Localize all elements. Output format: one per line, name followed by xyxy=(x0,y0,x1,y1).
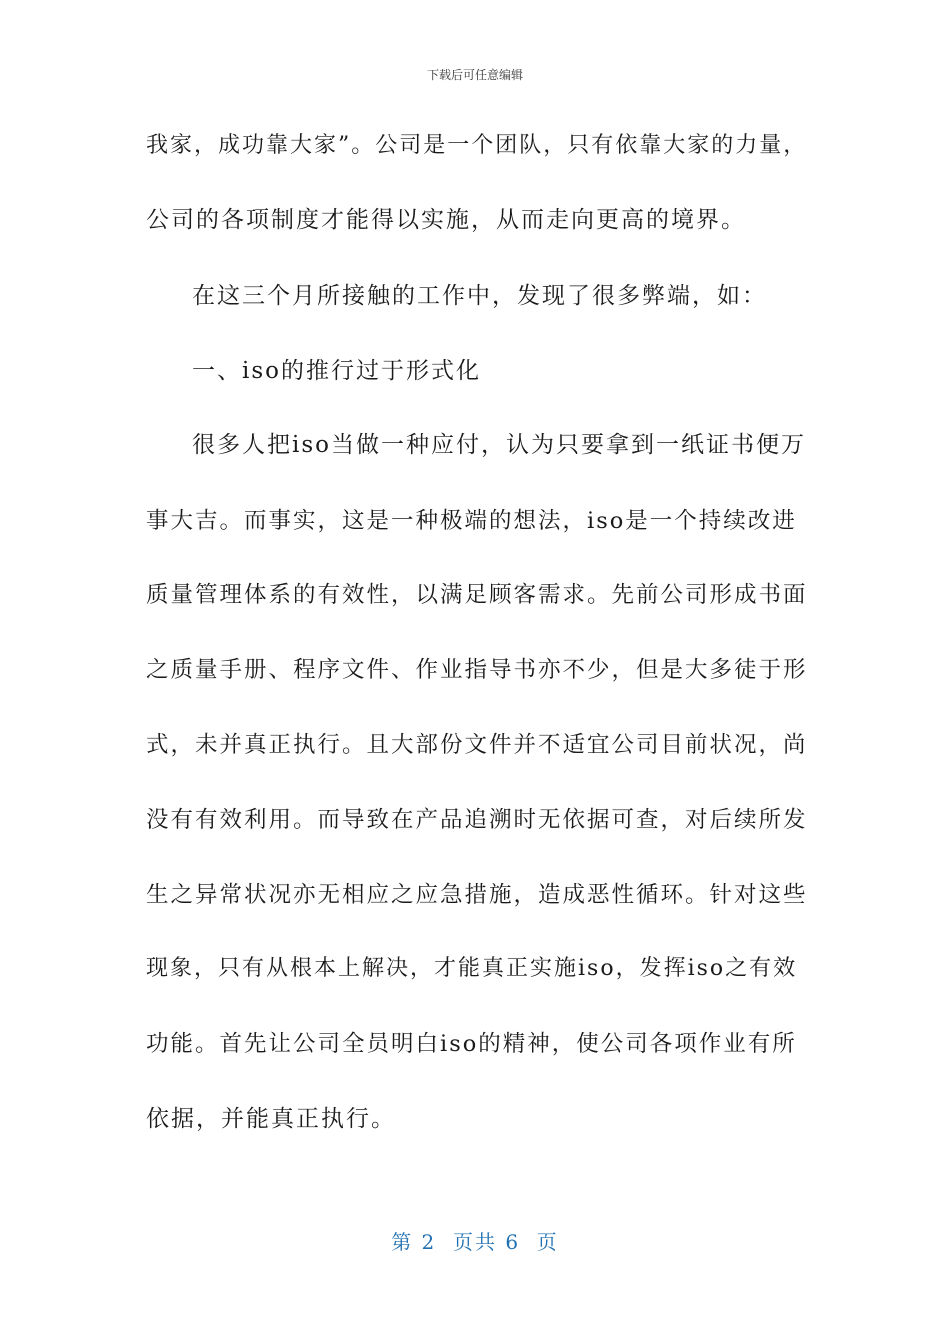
paragraph-line: 没有有效利用。而导致在产品追溯时无依据可查，对后续所发 xyxy=(146,807,808,833)
paragraph-line: 之质量手册、程序文件、作业指导书亦不少，但是大多徒于形 xyxy=(146,657,808,683)
paragraph-line: 功能。首先让公司全员明白iso的精神，使公司各项作业有所 xyxy=(146,1031,797,1057)
paragraph-line: 我家，成功靠大家”。公司是一个团队，只有依靠大家的力量， xyxy=(146,133,808,158)
paragraph-line: 生之异常状况亦无相应之应急措施，造成恶性循环。针对这些 xyxy=(146,882,808,908)
page-number-footer: 第 2 页共 6 页 xyxy=(391,1230,559,1254)
paragraph-line: 质量管理体系的有效性，以满足顾客需求。先前公司形成书面 xyxy=(146,582,808,608)
paragraph-line: 式，未并真正执行。且大部份文件并不适宜公司目前状况，尚 xyxy=(146,732,808,758)
paragraph-line: 很多人把iso当做一种应付，认为只要拿到一纸证书便万 xyxy=(192,432,807,458)
paragraph-line: 在这三个月所接触的工作中，发现了很多弊端，如： xyxy=(192,283,767,309)
paragraph-line: 公司的各项制度才能得以实施，从而走向更高的境界。 xyxy=(146,207,746,233)
header-note: 下载后可任意编辑 xyxy=(426,68,523,82)
paragraph-line: 依据，并能真正执行。 xyxy=(146,1106,396,1132)
section-heading: 一、iso的推行过于形式化 xyxy=(192,358,482,384)
paragraph-line: 现象，只有从根本上解决，才能真正实施iso，发挥iso之有效 xyxy=(146,956,798,981)
paragraph-line: 事大吉。而事实，这是一种极端的想法，iso是一个持续改进 xyxy=(146,508,797,534)
